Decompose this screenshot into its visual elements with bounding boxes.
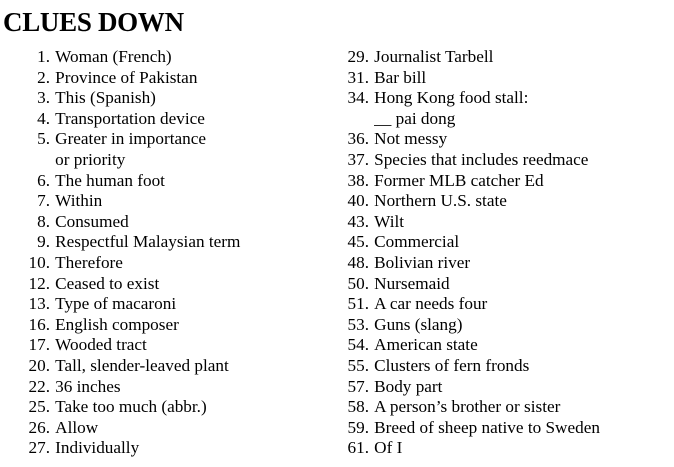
clue-row [336, 315, 600, 336]
clue-row [336, 253, 600, 274]
clue-row [336, 68, 600, 89]
clue-item [14, 315, 240, 336]
clue-row [14, 212, 240, 233]
clue-item [336, 150, 600, 171]
clue-text: Of I [374, 438, 403, 458]
clue-text: Ceased to exist [55, 273, 160, 293]
clue-row [336, 294, 600, 315]
clue-number: 34. [347, 88, 369, 108]
clue-number: 29. [347, 47, 369, 66]
clue-text: Within [55, 191, 103, 211]
clue-row [336, 377, 600, 398]
clue-number: 53. [347, 314, 369, 334]
clue-row [336, 232, 600, 253]
clue-number: 1. [37, 47, 50, 66]
clue-text: Type of macaroni [55, 294, 177, 314]
clue-text: Transportation device [55, 108, 205, 128]
clue-continuation-text: or priority [55, 149, 126, 169]
clue-item [336, 418, 600, 439]
clue-item [336, 294, 600, 315]
clue-item [336, 191, 600, 212]
clue-row [336, 47, 600, 68]
clue-row [14, 171, 240, 192]
clue-number: 45. [347, 232, 369, 252]
clue-text: Commercial [374, 232, 460, 252]
clue-row [14, 88, 240, 109]
clue-row [336, 438, 600, 459]
clue-number: 61. [347, 438, 369, 458]
clue-text: 36 inches [55, 376, 121, 396]
clue-text: Bar bill [374, 67, 427, 87]
clue-item [336, 377, 600, 398]
clue-row [336, 88, 600, 109]
clue-continuation-row [14, 150, 240, 171]
clue-row [336, 335, 600, 356]
clue-number: 2. [37, 67, 50, 87]
clue-column-left [14, 47, 240, 459]
clue-item [14, 68, 240, 89]
clue-row [336, 150, 600, 171]
clue-item [14, 253, 240, 274]
page-title: CLUES DOWN [3, 7, 184, 37]
clue-item [14, 438, 240, 459]
clue-number: 27. [28, 438, 50, 458]
clue-row [14, 377, 240, 398]
clue-item [336, 232, 600, 253]
clue-text: Hong Kong food stall: [374, 88, 529, 108]
clue-text: Bolivian river [374, 252, 471, 272]
clue-number: 17. [28, 335, 50, 355]
clue-number: 38. [347, 170, 369, 190]
clue-number: 36. [347, 129, 369, 149]
clue-text: A car needs four [374, 294, 488, 314]
clue-number: 31. [347, 67, 369, 87]
clue-text: A person’s brother or sister [374, 397, 561, 417]
clue-row [14, 418, 240, 439]
clue-text: Guns (slang) [374, 314, 463, 334]
clue-item [336, 68, 600, 89]
clue-number: 37. [347, 149, 369, 169]
clue-number: 12. [28, 273, 50, 293]
clue-row [336, 171, 600, 192]
clue-text: Allow [55, 417, 99, 437]
clue-row [14, 232, 240, 253]
clue-row [336, 397, 600, 418]
clue-item [336, 315, 600, 336]
clue-number: 57. [347, 376, 369, 396]
clue-text: Consumed [55, 211, 129, 231]
clue-text: Former MLB catcher Ed [374, 170, 544, 190]
clue-item [336, 212, 600, 233]
clue-text: English composer [55, 314, 179, 334]
clue-text: Take too much (abbr.) [55, 397, 207, 417]
clue-row [336, 191, 600, 212]
clue-item [14, 129, 240, 170]
clue-row [14, 191, 240, 212]
clue-item [14, 171, 240, 192]
clue-number: 26. [28, 417, 50, 437]
clue-number: 6. [37, 170, 50, 190]
clue-row [14, 274, 240, 295]
clue-row [14, 129, 240, 150]
clue-item [14, 212, 240, 233]
clue-number: 54. [347, 335, 369, 355]
clue-row [14, 356, 240, 377]
clue-row [336, 418, 600, 439]
clue-row [14, 438, 240, 459]
clue-number: 50. [347, 273, 369, 293]
clue-row [14, 397, 240, 418]
clue-text: Breed of sheep native to Sweden [374, 417, 600, 437]
clue-number: 40. [347, 191, 369, 211]
clue-item [14, 418, 240, 439]
clue-row [336, 129, 600, 150]
clue-item [336, 438, 600, 459]
clue-number: 59. [347, 417, 369, 437]
clue-text: Not messy [374, 129, 448, 149]
clue-text: Province of Pakistan [55, 67, 198, 87]
clue-item [14, 88, 240, 109]
clue-text: Body part [374, 376, 443, 396]
clue-item [336, 88, 600, 129]
clue-number: 51. [347, 294, 369, 314]
clue-continuation-row [336, 109, 600, 130]
clue-text: Wooded tract [55, 335, 147, 355]
clue-text: Species that includes reedmace [374, 149, 589, 169]
clue-item [336, 356, 600, 377]
clue-text: Wilt [374, 211, 405, 231]
clue-row [14, 68, 240, 89]
clue-text: Northern U.S. state [374, 191, 507, 211]
clue-number: 10. [28, 252, 50, 272]
clue-number: 43. [347, 211, 369, 231]
clue-number: 25. [28, 397, 50, 417]
clue-number: 22. [28, 376, 50, 396]
clue-row [14, 109, 240, 130]
clue-number: 13. [28, 294, 50, 314]
clue-row [336, 356, 600, 377]
clue-text: The human foot [55, 170, 165, 190]
clue-item [14, 109, 240, 130]
clue-item [14, 191, 240, 212]
clue-item [336, 47, 600, 68]
clue-item [14, 335, 240, 356]
clue-item [336, 274, 600, 295]
clue-number: 58. [347, 397, 369, 417]
clue-item [336, 335, 600, 356]
clue-row [336, 274, 600, 295]
clue-text: Tall, slender-leaved plant [55, 355, 229, 375]
clue-number: 48. [347, 252, 369, 272]
clue-text: Woman (French) [55, 47, 172, 66]
clue-column-right [336, 47, 600, 459]
clue-number: 4. [37, 108, 50, 128]
clue-row [14, 335, 240, 356]
clue-text: Greater in importance [55, 129, 206, 149]
clue-row [14, 294, 240, 315]
clue-text: Journalist Tarbell [374, 47, 494, 66]
clue-number: 55. [347, 355, 369, 375]
clue-row [336, 212, 600, 233]
clue-number: 3. [37, 88, 50, 108]
clue-text: Individually [55, 438, 140, 458]
clue-item [14, 274, 240, 295]
clue-item [14, 294, 240, 315]
clue-item [336, 129, 600, 150]
clue-text: Therefore [55, 252, 123, 272]
clue-number: 16. [28, 314, 50, 334]
clue-row [14, 315, 240, 336]
clue-row [14, 253, 240, 274]
clue-text: American state [374, 335, 478, 355]
clue-number: 20. [28, 355, 50, 375]
clue-text: This (Spanish) [55, 88, 156, 108]
clue-text: Nursemaid [374, 273, 450, 293]
clue-number: 7. [37, 191, 50, 211]
clue-item [14, 397, 240, 418]
clue-text: Clusters of fern fronds [374, 355, 530, 375]
clue-row [14, 47, 240, 68]
clue-item [14, 356, 240, 377]
clue-number: 9. [37, 232, 50, 252]
clue-continuation-text: __ pai dong [374, 108, 456, 128]
clue-number: 5. [37, 129, 50, 149]
clue-item [14, 377, 240, 398]
clue-item [14, 47, 240, 68]
clue-text: Respectful Malaysian term [55, 232, 241, 252]
clue-item [336, 171, 600, 192]
clue-item [14, 232, 240, 253]
clue-item [336, 397, 600, 418]
clue-number: 8. [37, 211, 50, 231]
clue-item [336, 253, 600, 274]
